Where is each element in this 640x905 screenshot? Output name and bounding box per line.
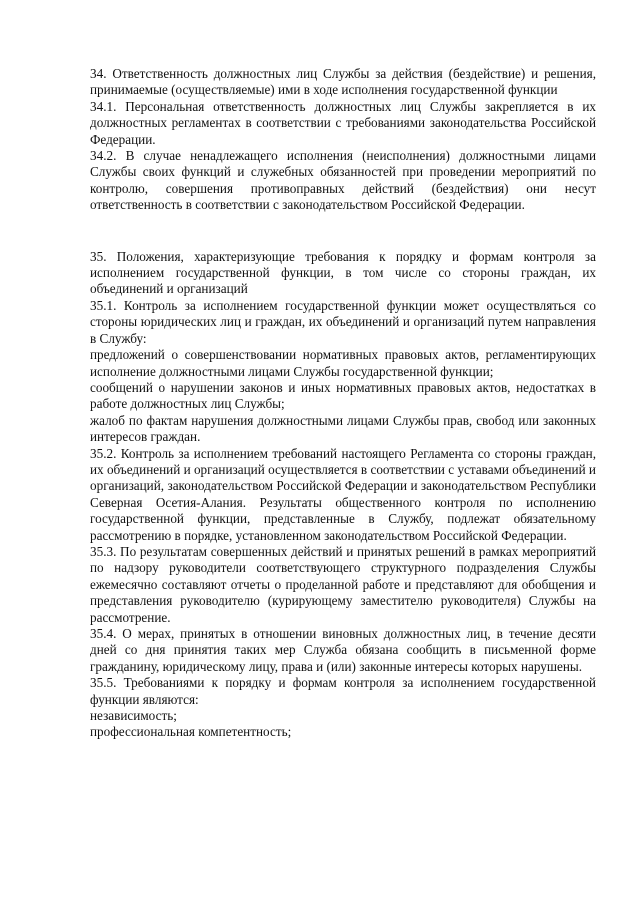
section-35 [90, 249, 596, 741]
paragraph: 35.5. Требованиями к порядку и формам контроля за исполнением государственной функции являются: [90, 675, 596, 707]
list-item: предложений о совершенствовании нормативных правовых актов, регламентирующих исполнение должностными лицами Службы государственной функции; [90, 347, 596, 379]
paragraph: 34.1. Персональная ответственность должностных лиц Службы закрепляется в их должностных регламентах в соответствии с требованиями законодательства Российской Федерации. [90, 98, 596, 147]
paragraph: 35.3. По результатам совершенных действий и принятых решений в рамках мероприятий по надзору руководители соответствующего структурного подразделения Службы ежемесячно составляют отчеты о проделанной работе и представляют для обобщения и представления руководителю (курирующему заместителю руководителя) Службы на рассмотрение. [90, 543, 596, 625]
paragraph: 34.2. В случае ненадлежащего исполнения (неисполнения) должностными лицами Службы своих функций и служебных обязанностей при проведении мероприятий по контролю, совершения противоправных действий (бездействия) они несут ответственность в соответствии с законодательством Российской Федерации. [90, 148, 596, 213]
section-heading: 34. Ответственность должностных лиц Службы за действия (бездействие) и решения, принимаемые (осуществляемые) ими в ходе исполнения государственной функции [90, 66, 596, 98]
section-spacer [90, 214, 596, 249]
list-item: сообщений о нарушении законов и иных нормативных правовых актов, недостатках в работе должностных лиц Службы; [90, 379, 596, 412]
paragraph: 35.2. Контроль за исполнением требований настоящего Регламента со стороны граждан, их объединений и организаций осуществляется в соответствии с уставами объединений и организаций, законодательством Российской Федерации и законодательством Республики Северная Осетия-Алания. Результаты общественного контроля по исполнению государственной функции, представленные в Службу, подлежат обязательному рассмотрению в порядке, установленном законодательством Российской Федерации. [90, 445, 596, 543]
section-34 [90, 66, 596, 214]
section-heading: 35. Положения, характеризующие требования к порядку и формам контроля за исполнением государственной функции, в том числе со стороны граждан, их объединений и организаций [90, 248, 596, 297]
list-item: жалоб по фактам нарушения должностными лицами Службы прав, свобод или законных интересов граждан. [90, 412, 596, 445]
list-item: профессиональная компетентность; [90, 724, 292, 740]
list-item: независимость; [90, 708, 177, 724]
paragraph: 35.1. Контроль за исполнением государственной функции может осуществляться со стороны юридических лиц и граждан, их объединений и организаций путем направления в Службу: [90, 297, 596, 346]
paragraph: 35.4. О мерах, принятых в отношении виновных должностных лиц, в течение десяти дней со дня принятия таких мер Служба обязана сообщить в письменной форме гражданину, юридическому лицу, права и (или) законные интересы которых нарушены. [90, 626, 596, 674]
